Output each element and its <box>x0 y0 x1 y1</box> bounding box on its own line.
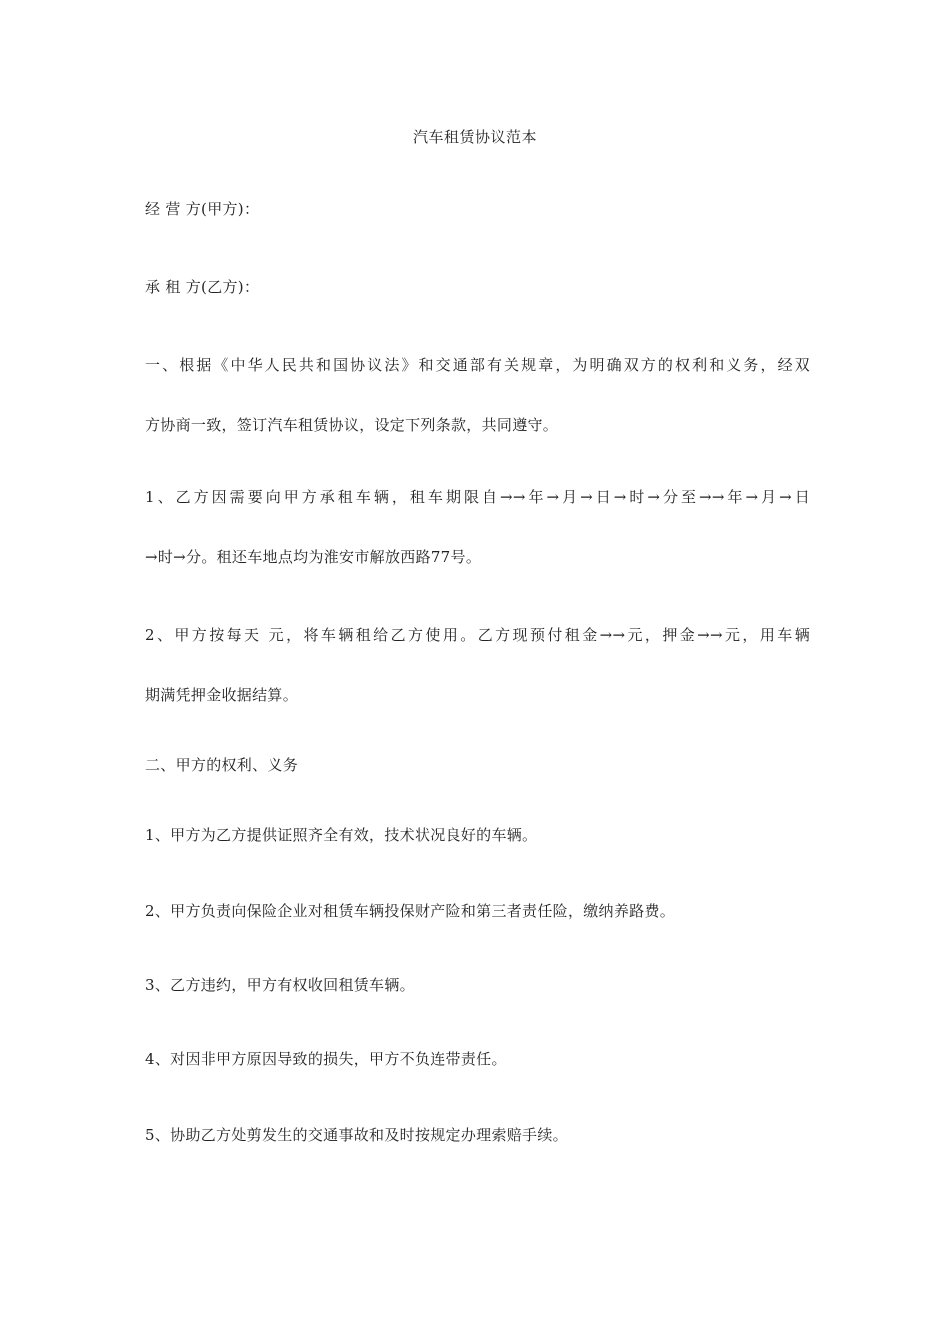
obligation-1: 1、甲方为乙方提供证照齐全有效，技术状况良好的车辆。 <box>145 826 538 844</box>
document-title: 汽车租赁协议范本 <box>412 128 537 146</box>
clause-1-line-1: 1、乙方因需要向甲方承租车辆，租车期限自→→年→月→日→时→分至→→年→月→日 <box>145 488 810 506</box>
section-2-heading: 二、甲方的权利、义务 <box>145 756 299 774</box>
section-1-intro-line-1: 一、根据《中华人民共和国协议法》和交通部有关规章，为明确双方的权利和义务，经双 <box>145 356 810 374</box>
obligation-5: 5、协助乙方处剪发生的交通事故和及时按规定办理索赔手续。 <box>145 1126 568 1144</box>
clause-1-line-2: →时→分。租还车地点均为淮安市解放西路77号。 <box>145 548 482 566</box>
obligation-3: 3、乙方违约，甲方有权收回租赁车辆。 <box>145 976 415 994</box>
clause-2-line-1: 2、甲方按每天 元，将车辆租给乙方使用。乙方现预付租金→→元，押金→→元，用车辆 <box>145 626 810 644</box>
section-1-intro-line-2: 方协商一致，签订汽车租赁协议，设定下列条款，共同遵守。 <box>145 416 559 434</box>
obligation-4: 4、对因非甲方原因导致的损失，甲方不负连带责任。 <box>145 1050 507 1068</box>
clause-2-line-2: 期满凭押金收据结算。 <box>145 686 299 704</box>
party-a-line: 经 营 方(甲方)： <box>145 200 260 218</box>
party-b-line: 承 租 方(乙方)： <box>145 278 260 296</box>
obligation-2: 2、甲方负责向保险企业对租赁车辆投保财产险和第三者责任险，缴纳养路费。 <box>145 902 676 920</box>
